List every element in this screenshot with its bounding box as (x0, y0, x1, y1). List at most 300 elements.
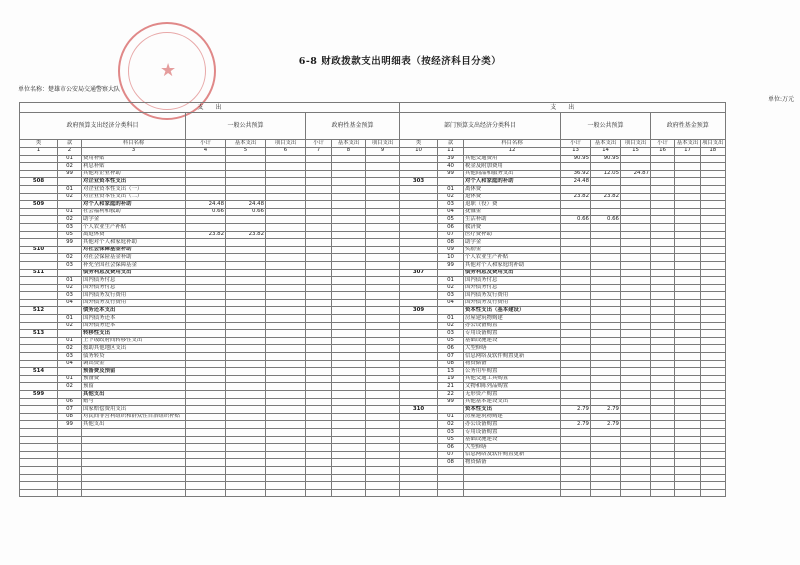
right-project-expense (621, 421, 651, 429)
right-subtotal (561, 459, 591, 467)
right-kuan-code (438, 406, 464, 414)
left-col-header-0: 类 (20, 140, 58, 148)
right-fund-cell (675, 315, 701, 323)
left-basic-expense (226, 307, 266, 315)
right-fund-cell (651, 337, 675, 345)
left-fund-cell (306, 163, 332, 171)
right-basic-expense (591, 284, 621, 292)
left-fund-cell (366, 155, 400, 163)
left-item-name: 对社会保险基金补助 (82, 254, 186, 262)
right-fund-cell (675, 368, 701, 376)
left-fund-cell (332, 193, 366, 201)
right-lei-code: 309 (400, 307, 438, 315)
right-item-name: 房屋建筑物购建 (464, 315, 561, 323)
col-number-15: 15 (621, 147, 651, 155)
right-fund-cell (675, 170, 701, 178)
left-project-expense (266, 360, 306, 368)
right-kuan-code: 01 (438, 277, 464, 285)
left-kuan-code: 02 (58, 322, 82, 330)
right-fund-cell (651, 474, 675, 482)
left-kuan-code: 03 (58, 261, 82, 269)
right-subtotal (561, 299, 591, 307)
left-lei-code (20, 322, 58, 330)
left-col-header-2: 科目名称 (82, 140, 186, 148)
left-item-name: 对企业资本性支出（二） (82, 193, 186, 201)
right-fund-cell (701, 322, 726, 330)
left-fund-cell (332, 398, 366, 406)
right-kuan-code: 13 (438, 368, 464, 376)
left-kuan-code (58, 201, 82, 209)
right-project-expense (621, 216, 651, 224)
right-fund-cell (701, 436, 726, 444)
right-fund-cell (651, 277, 675, 285)
left-project-expense (266, 466, 306, 474)
left-subtotal (186, 330, 226, 338)
left-fund-cell (332, 482, 366, 490)
left-fund-cell (366, 406, 400, 414)
header-row-group (20, 103, 726, 113)
table-row (20, 292, 726, 300)
right-lei-code (400, 193, 438, 201)
right-kuan-code: 99 (438, 261, 464, 269)
right-fund-cell (701, 466, 726, 474)
left-fund-cell (306, 223, 332, 231)
table-row (20, 193, 726, 201)
right-fund-cell (701, 284, 726, 292)
left-subtotal (186, 421, 226, 429)
right-basic-expense (591, 239, 621, 247)
table-row (20, 201, 726, 209)
right-item-name: 房屋建筑物购建 (464, 413, 561, 421)
left-kuan-code: 01 (58, 337, 82, 345)
left-item-name: 转移性支出 (82, 330, 186, 338)
left-basic-expense (226, 170, 266, 178)
left-project-expense (266, 284, 306, 292)
right-kuan-code (438, 482, 464, 490)
left-project-expense (266, 482, 306, 490)
left-item-name (82, 428, 186, 436)
left-fund-cell (366, 428, 400, 436)
left-lei-code (20, 193, 58, 201)
table-row (20, 375, 726, 383)
right-fund-cell (651, 322, 675, 330)
left-basic-expense (226, 360, 266, 368)
right-fund-cell (675, 307, 701, 315)
left-fund-cell (332, 428, 366, 436)
left-lei-code (20, 163, 58, 171)
expenditure-table (19, 102, 726, 497)
left-fund-cell (366, 231, 400, 239)
right-fund-cell (701, 368, 726, 376)
left-fund-cell (366, 269, 400, 277)
left-fund-cell (366, 178, 400, 186)
left-subtotal (186, 489, 226, 497)
left-basic-expense (226, 292, 266, 300)
left-fund-cell (332, 337, 366, 345)
left-basic-expense (226, 489, 266, 497)
right-fund-cell (701, 277, 726, 285)
right-project-expense (621, 444, 651, 452)
left-kuan-code: 01 (58, 208, 82, 216)
table-row (20, 428, 726, 436)
right-subtotal (561, 284, 591, 292)
right-fund-cell (675, 436, 701, 444)
left-subtotal: 24.48 (186, 201, 226, 209)
right-basic-expense (591, 451, 621, 459)
left-fund-cell (332, 391, 366, 399)
right-basic-expense (591, 383, 621, 391)
right-item-name: 国内债务发行费用 (464, 292, 561, 300)
right-basic-expense: 12.05 (591, 170, 621, 178)
header-row-sub (20, 113, 726, 140)
left-lei-code (20, 185, 58, 193)
left-fund-cell (332, 489, 366, 497)
right-basic-expense (591, 375, 621, 383)
left-basic-expense (226, 459, 266, 467)
left-kuan-code: 99 (58, 421, 82, 429)
left-project-expense (266, 322, 306, 330)
left-lei-code (20, 345, 58, 353)
right-item-name: 办公设备购置 (464, 421, 561, 429)
left-item-name: 对企业资本性支出（一） (82, 185, 186, 193)
left-fund-cell (306, 322, 332, 330)
right-fund-cell (651, 489, 675, 497)
right-fund-cell (675, 261, 701, 269)
right-kuan-code: 02 (438, 322, 464, 330)
left-fund-cell (332, 474, 366, 482)
left-basic-expense (226, 185, 266, 193)
right-subtotal (561, 231, 591, 239)
right-kuan-code: 01 (438, 315, 464, 323)
right-item-name: 基础设施建设 (464, 436, 561, 444)
right-fund-cell (651, 239, 675, 247)
right-basic-expense (591, 398, 621, 406)
table-row (20, 277, 726, 285)
right-fund-cell (675, 391, 701, 399)
left-item-name: 国内债务还本 (82, 315, 186, 323)
left-subtotal (186, 246, 226, 254)
left-item-name: 补充全国社会保障基金 (82, 261, 186, 269)
right-fund-cell (675, 489, 701, 497)
left-lei-code (20, 383, 58, 391)
right-subtotal (561, 337, 591, 345)
left-lei-code (20, 459, 58, 467)
left-fund-cell (366, 466, 400, 474)
right-subtotal (561, 201, 591, 209)
left-subtotal (186, 337, 226, 345)
left-fund-cell (366, 208, 400, 216)
right-kuan-code: 07 (438, 231, 464, 239)
left-item-name (82, 466, 186, 474)
right-kuan-code: 39 (438, 155, 464, 163)
right-project-expense (621, 231, 651, 239)
right-subtotal (561, 307, 591, 315)
left-lei-code (20, 170, 58, 178)
right-fund-cell (701, 163, 726, 171)
left-kuan-code (58, 269, 82, 277)
right-subtotal (561, 436, 591, 444)
right-lei-code (400, 330, 438, 338)
left-item-name: 国内债务付息 (82, 277, 186, 285)
left-kuan-code (58, 444, 82, 452)
right-fund-cell (701, 292, 726, 300)
left-fund-cell (366, 421, 400, 429)
left-project-expense (266, 269, 306, 277)
left-lei-code (20, 261, 58, 269)
right-lei-code (400, 299, 438, 307)
left-fund-cell (332, 383, 366, 391)
left-fund-cell (306, 360, 332, 368)
right-fund-cell (651, 231, 675, 239)
left-fund-cell (332, 231, 366, 239)
right-project-expense (621, 277, 651, 285)
left-item-name: 预备费 (82, 375, 186, 383)
left-item-name (82, 489, 186, 497)
left-lei-code: 508 (20, 178, 58, 186)
left-basic-expense (226, 428, 266, 436)
left-basic-expense (226, 337, 266, 345)
left-fund-cell (306, 466, 332, 474)
right-lei-code (400, 459, 438, 467)
seal-star-icon: ★ (160, 60, 177, 81)
right-subtotal: 0.66 (561, 216, 591, 224)
right-item-name: 对个人和家庭的补助 (464, 178, 561, 186)
right-fund-cell (651, 413, 675, 421)
left-fund-cell (306, 474, 332, 482)
right-fund-cell (701, 474, 726, 482)
right-kuan-code: 22 (438, 391, 464, 399)
right-fund-cell (701, 398, 726, 406)
right-kuan-code: 10 (438, 254, 464, 262)
right-item-name: 生活补助 (464, 216, 561, 224)
right-basic-expense (591, 330, 621, 338)
col-number-17: 17 (675, 147, 701, 155)
right-fund-cell (651, 315, 675, 323)
left-project-expense (266, 368, 306, 376)
right-fund-cell (701, 459, 726, 467)
table-row (20, 474, 726, 482)
right-lei-code (400, 254, 438, 262)
right-lei-code (400, 261, 438, 269)
right-basic-expense (591, 178, 621, 186)
right-project-expense (621, 428, 651, 436)
left-kuan-code: 99 (58, 239, 82, 247)
left-kuan-code: 02 (58, 383, 82, 391)
right-fund-cell (651, 292, 675, 300)
left-subtotal (186, 163, 226, 171)
left-item-name: 其他支出 (82, 421, 186, 429)
left-fund-cell (332, 444, 366, 452)
right-lei-code (400, 413, 438, 421)
left-fund-cell (306, 444, 332, 452)
table-row (20, 231, 726, 239)
right-fund-cell (701, 216, 726, 224)
left-item-name: 其他对企业补助 (82, 170, 186, 178)
right-fund-cell (675, 178, 701, 186)
right-lei-code: 310 (400, 406, 438, 414)
right-lei-code (400, 223, 438, 231)
left-subtotal (186, 254, 226, 262)
left-project-expense (266, 345, 306, 353)
table-row (20, 216, 726, 224)
right-subtotal (561, 474, 591, 482)
right-kuan-code: 03 (438, 292, 464, 300)
right-kuan-code: 02 (438, 193, 464, 201)
right-col-header-6: 小计 (651, 140, 675, 148)
left-basic-expense (226, 436, 266, 444)
right-basic-expense (591, 391, 621, 399)
left-project-expense (266, 307, 306, 315)
right-kuan-code: 03 (438, 428, 464, 436)
left-fund-cell (306, 353, 332, 361)
right-fund-cell (651, 421, 675, 429)
left-kuan-code: 02 (58, 345, 82, 353)
left-basic-expense (226, 353, 266, 361)
left-kuan-code: 02 (58, 216, 82, 224)
left-fund-cell (306, 436, 332, 444)
right-fund-cell (701, 246, 726, 254)
left-kuan-code: 02 (58, 284, 82, 292)
left-fund-cell (332, 345, 366, 353)
right-subtotal (561, 345, 591, 353)
left-basic-expense (226, 163, 266, 171)
left-fund-cell (306, 451, 332, 459)
right-project-expense (621, 163, 651, 171)
right-basic-expense (591, 337, 621, 345)
right-lei-code (400, 345, 438, 353)
right-item-name: 办公设备购置 (464, 322, 561, 330)
right-lei-code (400, 246, 438, 254)
left-project-expense (266, 223, 306, 231)
table-row (20, 155, 726, 163)
left-fund-cell (332, 360, 366, 368)
left-subtotal (186, 428, 226, 436)
left-lei-code (20, 277, 58, 285)
left-subtotal (186, 391, 226, 399)
right-basic-expense (591, 459, 621, 467)
left-basic-expense (226, 368, 266, 376)
left-kuan-code (58, 178, 82, 186)
right-item-name: 其他对个人和家庭的补助 (464, 261, 561, 269)
left-col-header-5: 项目支出 (266, 140, 306, 148)
left-fund-cell (366, 383, 400, 391)
left-fund-cell (332, 185, 366, 193)
right-item-name: 专用设备购置 (464, 330, 561, 338)
left-basic-expense (226, 406, 266, 414)
right-fund-cell (675, 375, 701, 383)
table-row (20, 163, 726, 171)
right-fund-cell (675, 345, 701, 353)
left-project-expense (266, 436, 306, 444)
left-fund-cell (366, 216, 400, 224)
right-fund-cell (675, 421, 701, 429)
table-row (20, 178, 726, 186)
left-fund-cell (306, 284, 332, 292)
right-project-expense (621, 489, 651, 497)
right-fund-cell (651, 170, 675, 178)
right-project-expense (621, 208, 651, 216)
right-basic-expense (591, 231, 621, 239)
right-subtotal (561, 322, 591, 330)
table-row (20, 360, 726, 368)
left-fund-cell (306, 307, 332, 315)
right-basic-expense (591, 444, 621, 452)
left-item-name: 国外债务发行费用 (82, 299, 186, 307)
right-fund-cell (651, 269, 675, 277)
right-basic-expense (591, 353, 621, 361)
right-basic-expense (591, 269, 621, 277)
right-lei-code (400, 292, 438, 300)
right-kuan-code: 08 (438, 239, 464, 247)
left-fund-cell (366, 201, 400, 209)
left-item-name: 国外债务还本 (82, 322, 186, 330)
left-project-expense (266, 178, 306, 186)
right-kuan-code: 01 (438, 413, 464, 421)
right-fund-cell (675, 451, 701, 459)
table-row (20, 459, 726, 467)
left-basic-expense (226, 261, 266, 269)
left-basic-expense (226, 193, 266, 201)
left-subtotal (186, 353, 226, 361)
right-lei-code (400, 383, 438, 391)
right-fund-cell (675, 406, 701, 414)
left-fund-cell (306, 201, 332, 209)
right-fund-cell (651, 284, 675, 292)
right-fund-cell (651, 155, 675, 163)
right-basic-expense (591, 474, 621, 482)
right-project-expense (621, 474, 651, 482)
left-fund-cell (366, 315, 400, 323)
right-lei-code (400, 185, 438, 193)
right-item-name: 税金及附加费用 (464, 163, 561, 171)
right-kuan-code: 08 (438, 459, 464, 467)
left-fund-cell (332, 451, 366, 459)
left-project-expense (266, 216, 306, 224)
left-item-name (82, 451, 186, 459)
table-row (20, 398, 726, 406)
right-subtotal (561, 185, 591, 193)
right-item-name: 奖励金 (464, 246, 561, 254)
right-item-name: 基础设施建设 (464, 337, 561, 345)
left-basic-expense (226, 413, 266, 421)
right-basic-expense (591, 466, 621, 474)
left-item-name: 社会福利和救助 (82, 208, 186, 216)
right-lei-code (400, 315, 438, 323)
left-project-expense (266, 170, 306, 178)
right-fund-cell (651, 466, 675, 474)
right-fund-cell (675, 292, 701, 300)
right-fund-cell (701, 360, 726, 368)
left-fund-cell (366, 322, 400, 330)
right-subtotal (561, 391, 591, 399)
left-item-name: 对社会保障基金补助 (82, 246, 186, 254)
right-project-expense (621, 284, 651, 292)
right-project-expense (621, 398, 651, 406)
right-fund-cell (651, 398, 675, 406)
right-fund-cell (651, 375, 675, 383)
left-basic-expense (226, 375, 266, 383)
right-lei-code (400, 451, 438, 459)
left-lei-code (20, 239, 58, 247)
right-fund-cell (651, 330, 675, 338)
left-subtotal: 0.66 (186, 208, 226, 216)
left-fund-cell (366, 185, 400, 193)
right-subtotal (561, 269, 591, 277)
left-fund-cell (332, 284, 366, 292)
right-basic-expense (591, 208, 621, 216)
right-project-expense (621, 322, 651, 330)
right-basic-expense: 90.95 (591, 155, 621, 163)
